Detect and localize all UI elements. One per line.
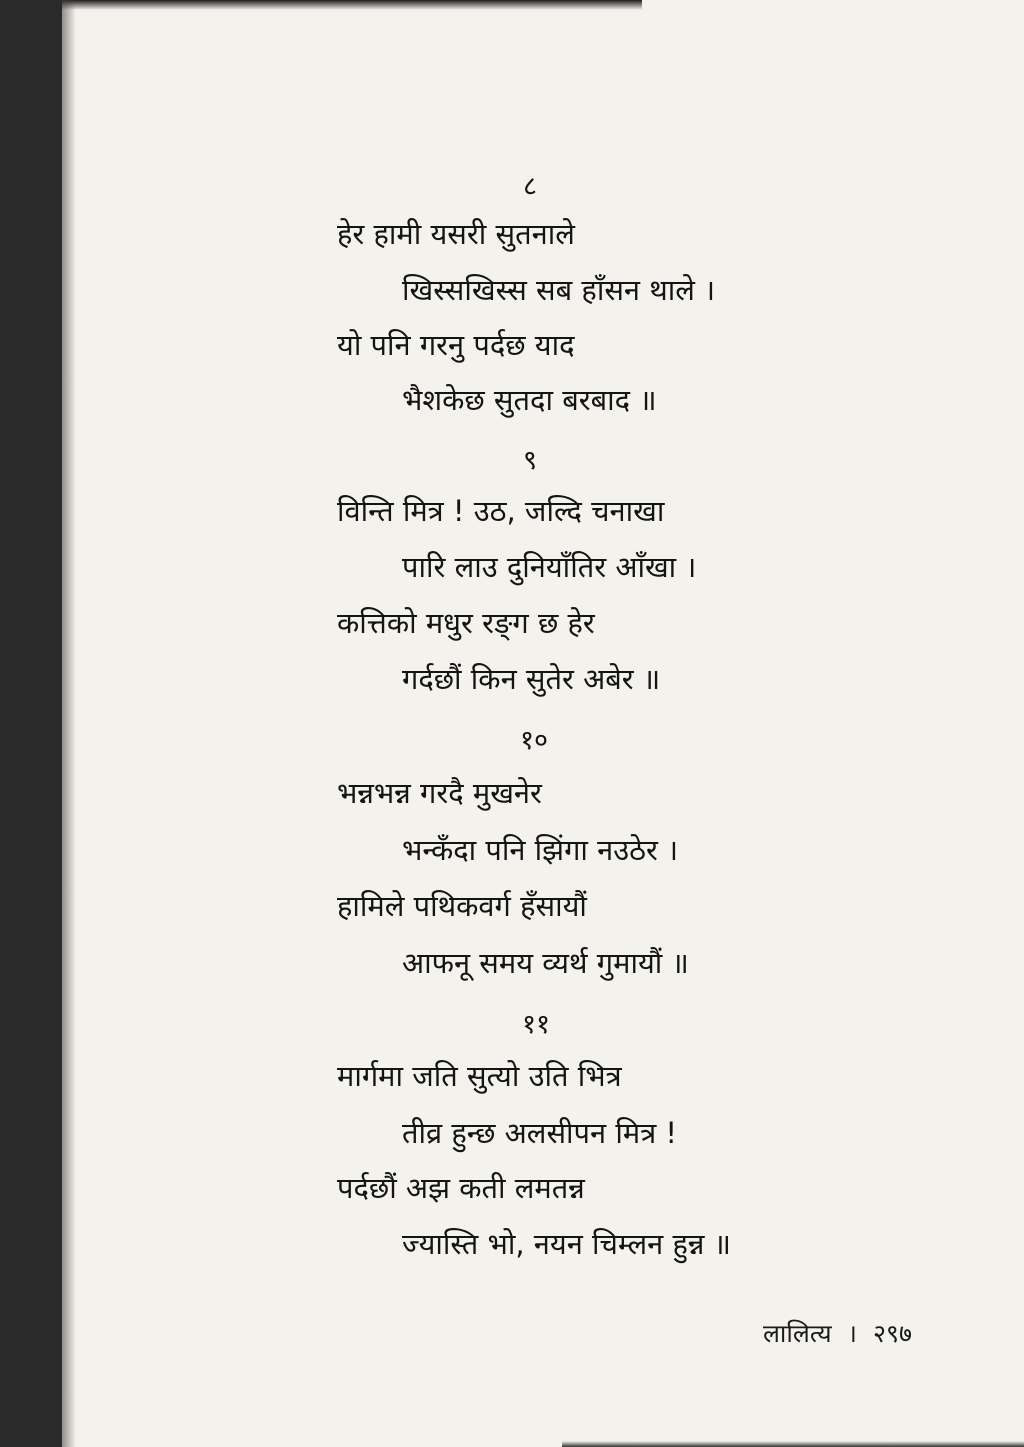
page-number: २९७ [872,1319,912,1348]
verse-line: भन्कँदा पनि झिंगा नउठेर । [402,833,679,867]
book-page [62,0,1024,1447]
stanza-number: १० [519,725,549,756]
verse-line: गर्दछौं किन सुतेर अबेर ॥ [402,662,661,696]
book-title: लालित्य [762,1319,832,1348]
footer-separator: । [847,1319,858,1348]
verse-line: ज्यास्ति भो, नयन चिम्लन हुन्न ॥ [402,1227,732,1261]
page-bottom-shadow [562,1441,1024,1447]
stanza-number: ८ [522,171,538,202]
poem-body [62,0,1024,1300]
verse-line: हामिले पथिकवर्ग हँसायौं [337,889,587,923]
verse-line: भैशकेछ सुतदा बरबाद ॥ [402,383,657,417]
stanza-number: ९ [522,445,538,476]
verse-line: पर्दछौं अझ कती लमतन्न [337,1171,585,1205]
stanza-number: ११ [521,1009,551,1040]
verse-line: तीव्र हुन्छ अलसीपन मित्र ! [402,1116,678,1150]
verse-line: पारि लाउ दुनियाँतिर आँखा । [402,550,697,584]
verse-line: हेर हामी यसरी सुतनाले [337,217,575,251]
page-footer [759,1316,916,1350]
verse-line: विन्ति मित्र ! उठ, जल्दि चनाखा [337,494,665,528]
verse-line: खिस्सखिस्स सब हाँसन थाले । [402,273,716,307]
verse-line: कत्तिको मधुर रङ्‌ग छ हेर [337,606,595,640]
verse-line: आफनू समय व्यर्थ गुमायौं ॥ [402,946,689,980]
verse-line: भन्नभन्न गरदै मुखनेर [337,776,542,810]
verse-line: मार्गमा जति सुत्यो उति भित्र [337,1059,622,1093]
verse-line: यो पनि गरनु पर्दछ याद [337,328,575,362]
